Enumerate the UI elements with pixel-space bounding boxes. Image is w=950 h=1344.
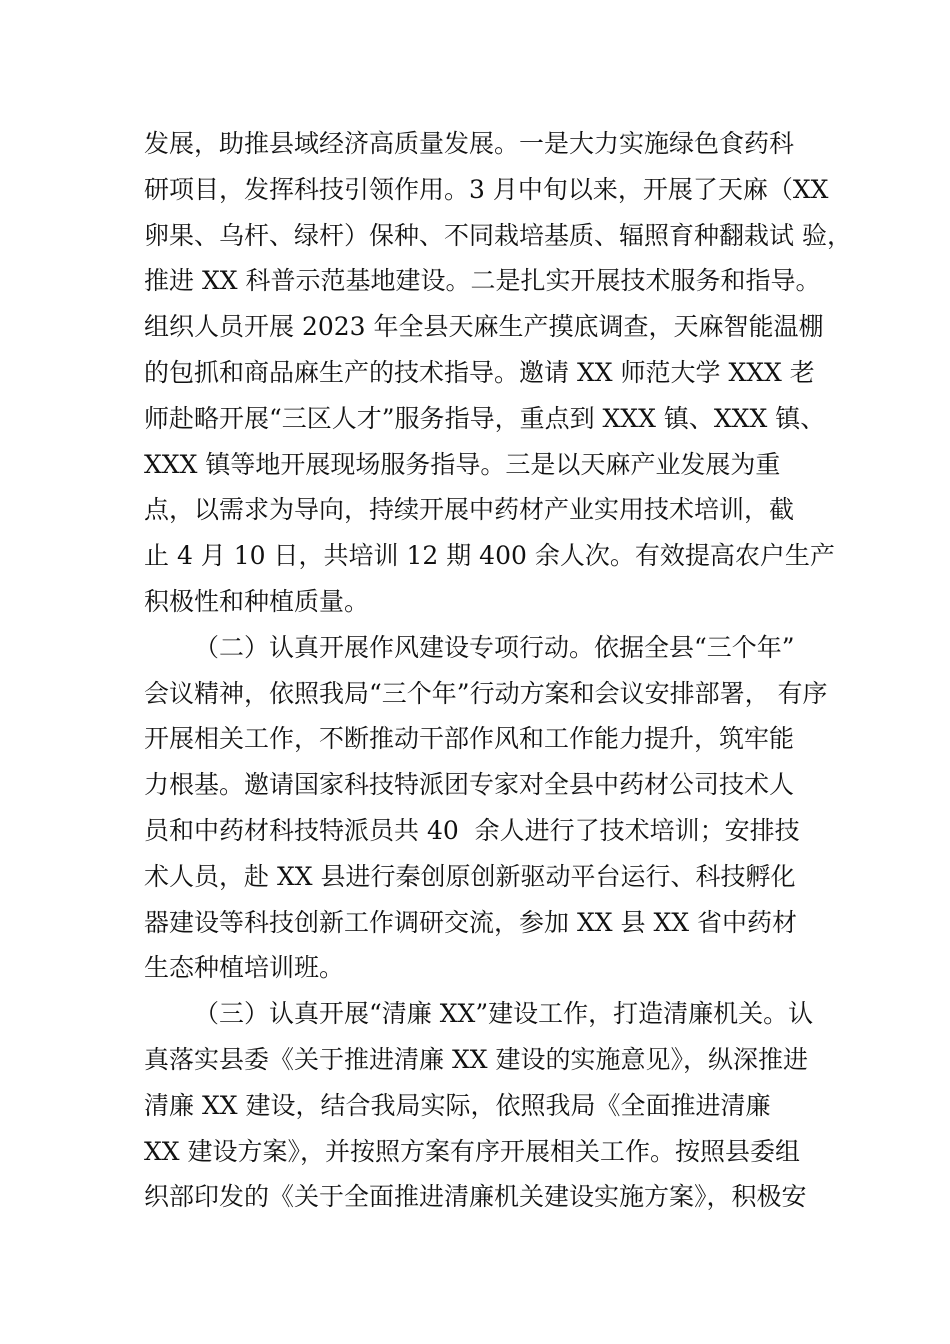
text-line: 织部印发的《关于全面推进清廉机关建设实施方案》，积极安 (144, 1182, 807, 1212)
text-line: 真落实县委《关于推进清廉 XX 建设的实施意见》，纵深推进 (144, 1044, 808, 1074)
text-line: 力根基。邀请国家科技特派团专家对全县中药材公司技术人 (144, 770, 795, 800)
text-line: 卵果、乌杆、绿杆）保种、不同栽培基质、辐照育种翻栽试 验， (144, 220, 852, 250)
paragraph-2 (144, 625, 844, 991)
paragraph-1 (144, 121, 852, 625)
text-line: 止 4 月 10 日，共培训 12 期 400 余人次。有效提高农户生产 (144, 541, 835, 571)
paragraph-3 (144, 991, 844, 1220)
text-line: 研项目，发挥科技引领作用。3 月中旬以来，开展了天麻（XX (144, 174, 829, 204)
text-line: 器建设等科技创新工作调研交流，参加 XX 县 XX 省中药材 (144, 907, 797, 937)
text-line: 的包抓和商品麻生产的技术指导。邀请 XX 师范大学 XXX 老 (144, 357, 815, 387)
text-line: 生态种植培训班。 (144, 953, 345, 983)
text-line: 员和中药材科技特派员共 40 余人进行了技术培训；安排技 (144, 815, 800, 845)
paragraph-heading-line: （二）认真开展作风建设专项行动。依据全县“三个年” (194, 632, 795, 662)
text-line: 师赴略开展“三区人才”服务指导，重点到 XXX 镇、XXX 镇、 (144, 403, 826, 433)
document-body (144, 121, 852, 1220)
text-line: XXX 镇等地开展现场服务指导。三是以天麻产业发展为重 (144, 449, 781, 479)
text-line: XX 建设方案》，并按照方案有序开展相关工作。按照县委组 (144, 1136, 801, 1166)
text-line: 组织人员开展 2023 年全县天麻生产摸底调查，天麻智能温棚 (144, 312, 824, 342)
text-line: 会议精神，依照我局“三个年”行动方案和会议安排部署， 有序 (144, 678, 828, 708)
text-line: 发展，助推县域经济高质量发展。一是大力实施绿色食药科 (144, 129, 795, 158)
text-line: 术人员，赴 XX 县进行秦创原创新驱动平台运行、科技孵化 (144, 861, 796, 891)
text-line: 点，以需求为导向，持续开展中药材产业实用技术培训，截 (144, 495, 795, 525)
text-line: 积极性和种植质量。 (144, 586, 370, 616)
text-line: 推进 XX 科普示范基地建设。二是扎实开展技术服务和指导。 (144, 266, 821, 296)
paragraph-heading-line: （三）认真开展“清廉 XX”建设工作，打造清廉机关。认 (194, 999, 814, 1029)
text-line: 开展相关工作，不断推动干部作风和工作能力提升，筑牢能 (144, 724, 795, 754)
text-line: 清廉 XX 建设，结合我局实际，依照我局《全面推进清廉 (144, 1090, 771, 1120)
